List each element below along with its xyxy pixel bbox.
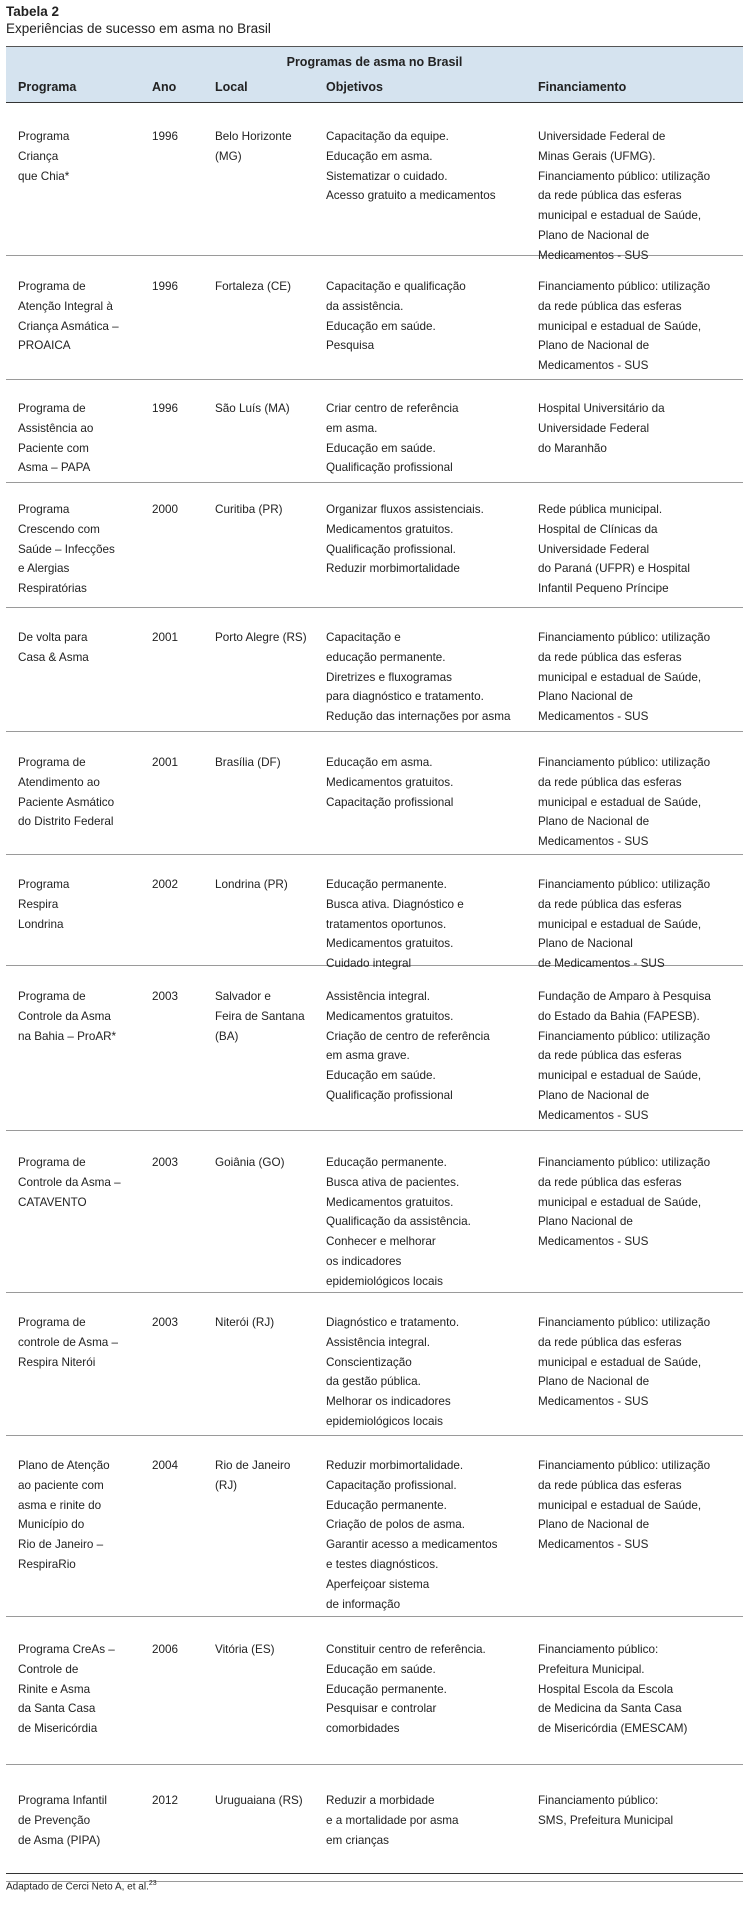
cell-line: (MG) bbox=[215, 149, 242, 163]
cell-line: Medicamentos gratuitos. bbox=[326, 775, 454, 789]
cell-line: Belo Horizonte bbox=[215, 130, 292, 143]
cell-line: Plano de Atenção bbox=[18, 1459, 110, 1472]
cell-financiamento bbox=[538, 500, 690, 599]
cell-line: que Chia* bbox=[18, 169, 70, 183]
cell-line: Programa de bbox=[18, 990, 86, 1003]
cell-line: Medicamentos - SUS bbox=[538, 710, 649, 724]
cell-objetivos bbox=[326, 500, 484, 579]
cell-line: do Maranhão bbox=[538, 441, 607, 455]
cell-line: Financiamento público: bbox=[538, 1643, 659, 1656]
cell-financiamento bbox=[538, 987, 711, 1126]
table-group-header: Programas de asma no Brasil bbox=[286, 55, 463, 69]
cell-line: 2001 bbox=[152, 631, 179, 644]
cell-ano bbox=[152, 987, 178, 1007]
cell-line: ao paciente com bbox=[18, 1478, 104, 1492]
cell-programa bbox=[18, 500, 115, 599]
cell-line: Atenção Integral à bbox=[18, 299, 113, 313]
cell-financiamento bbox=[538, 753, 710, 852]
cell-line: Financiamento público: utilização bbox=[538, 756, 711, 769]
cell-line: em crianças bbox=[326, 1833, 390, 1847]
cell-line: Plano Nacional de bbox=[538, 1215, 633, 1229]
cell-line: Reduzir a morbidade bbox=[326, 1794, 435, 1807]
cell-line: Respira Niterói bbox=[18, 1355, 96, 1369]
cell-line: municipal e estadual de Saúde, bbox=[538, 1498, 702, 1512]
cell-line: (BA) bbox=[215, 1029, 239, 1043]
cell-line: 2003 bbox=[152, 1316, 179, 1329]
cell-line: Conhecer e melhorar bbox=[326, 1235, 436, 1249]
table-row bbox=[6, 101, 743, 262]
cell-ano bbox=[152, 1153, 178, 1173]
cell-line: 2012 bbox=[152, 1794, 179, 1807]
cell-line: Financiamento público: utilização bbox=[538, 878, 711, 891]
table-row bbox=[6, 855, 743, 971]
cell-programa bbox=[18, 1640, 115, 1739]
table-row bbox=[6, 966, 743, 1131]
cell-line: da rede pública das esferas bbox=[538, 1049, 682, 1063]
cell-line: Casa & Asma bbox=[18, 650, 89, 664]
cell-local bbox=[215, 987, 305, 1046]
cell-line: da gestão pública. bbox=[326, 1375, 421, 1389]
cell-line: Respiratórias bbox=[18, 582, 87, 596]
cell-line: Financiamento público: utilização bbox=[538, 631, 711, 644]
cell-objetivos bbox=[326, 628, 511, 727]
cell-financiamento bbox=[538, 1640, 687, 1739]
cell-line: Financiamento público: utilização bbox=[538, 169, 711, 183]
cell-line: Capacitação profissional. bbox=[326, 1478, 457, 1492]
cell-line: Criança Asmática – bbox=[18, 319, 119, 333]
cell-line: Conscientização bbox=[326, 1355, 412, 1369]
cell-line: Respira bbox=[18, 897, 59, 911]
cell-line: Cuidado integral bbox=[326, 957, 412, 971]
cell-line: Brasília (DF) bbox=[215, 756, 281, 769]
cell-line: Criança bbox=[18, 149, 59, 163]
cell-line: Feira de Santana bbox=[215, 1009, 305, 1023]
cell-line: Educação em asma. bbox=[326, 149, 433, 163]
cell-line: 2001 bbox=[152, 756, 179, 769]
cell-line: São Luís (MA) bbox=[215, 402, 290, 415]
cell-line: Rinite e Asma bbox=[18, 1682, 91, 1696]
cell-programa bbox=[18, 399, 93, 478]
cell-line: Diagnóstico e tratamento. bbox=[326, 1316, 460, 1329]
cell-line: Financiamento público: bbox=[538, 1794, 659, 1807]
cell-line: Hospital Universitário da bbox=[538, 402, 665, 415]
cell-local bbox=[215, 628, 307, 648]
column-header-financiamento: Financiamento bbox=[538, 80, 627, 94]
cell-line: (RJ) bbox=[215, 1478, 238, 1492]
cell-line: Assistência integral. bbox=[326, 1335, 430, 1349]
cell-line: Diretrizes e fluxogramas bbox=[326, 670, 453, 684]
cell-line: Educação permanente. bbox=[326, 1682, 447, 1696]
cell-line: 2000 bbox=[152, 503, 179, 516]
column-header-objetivos: Objetivos bbox=[326, 80, 383, 94]
cell-line: Paciente Asmático bbox=[18, 795, 115, 809]
cell-programa bbox=[18, 1791, 107, 1850]
cell-local bbox=[215, 875, 288, 895]
cell-line: Vitória (ES) bbox=[215, 1643, 275, 1656]
cell-line: municipal e estadual de Saúde, bbox=[538, 209, 702, 223]
cell-line: epidemiológicos locais bbox=[326, 1274, 443, 1288]
source-reference: 23 bbox=[148, 1880, 157, 1887]
cell-line: em asma. bbox=[326, 421, 378, 435]
cell-line: Financiamento público: utilização bbox=[538, 1459, 711, 1472]
cell-line: 2003 bbox=[152, 1156, 179, 1169]
cell-line: Programa de bbox=[18, 280, 86, 293]
cell-line: da rede pública das esferas bbox=[538, 299, 682, 313]
cell-line: Educação em saúde. bbox=[326, 1662, 436, 1676]
cell-line: Reduzir morbimortalidade bbox=[326, 562, 460, 576]
table-row bbox=[6, 1131, 743, 1293]
cell-line: Educação em saúde. bbox=[326, 441, 436, 455]
cell-line: SMS, Prefeitura Municipal bbox=[538, 1813, 674, 1827]
cell-line: Medicamentos - SUS bbox=[538, 359, 649, 373]
cell-line: Controle da Asma – bbox=[18, 1175, 121, 1189]
cell-line: Saúde – Infecções bbox=[18, 542, 115, 556]
cell-local bbox=[215, 1791, 303, 1811]
cell-line: Assistência integral. bbox=[326, 990, 430, 1003]
cell-line: Educação permanente. bbox=[326, 1156, 447, 1169]
cell-line: Programa de bbox=[18, 756, 86, 769]
cell-line: Educação em asma. bbox=[326, 756, 433, 769]
cell-line: Medicamentos - SUS bbox=[538, 248, 649, 262]
cell-line: Educação permanente. bbox=[326, 878, 447, 891]
cell-line: Constituir centro de referência. bbox=[326, 1643, 486, 1656]
cell-objetivos bbox=[326, 127, 496, 206]
cell-line: 2006 bbox=[152, 1643, 179, 1656]
cell-financiamento bbox=[538, 1456, 710, 1555]
cell-line: Medicamentos - SUS bbox=[538, 1538, 649, 1552]
cell-line: Financiamento público: utilização bbox=[538, 1029, 711, 1043]
cell-line: Capacitação e bbox=[326, 631, 401, 644]
cell-line: Educação em saúde. bbox=[326, 1069, 436, 1083]
cell-programa bbox=[18, 875, 69, 934]
cell-line: Paciente com bbox=[18, 441, 89, 455]
cell-line: Universidade Federal de bbox=[538, 130, 666, 143]
cell-line: Asma – PAPA bbox=[18, 461, 91, 475]
cell-objetivos bbox=[326, 753, 453, 812]
table-header bbox=[6, 46, 743, 103]
cell-line: CATAVENTO bbox=[18, 1195, 87, 1209]
cell-line: Programa Infantil bbox=[18, 1794, 107, 1807]
table-body bbox=[6, 101, 743, 1882]
table-row bbox=[6, 256, 743, 380]
cell-financiamento bbox=[538, 127, 710, 266]
column-header-ano: Ano bbox=[152, 80, 177, 94]
cell-line: municipal e estadual de Saúde, bbox=[538, 319, 702, 333]
cell-local bbox=[215, 127, 292, 167]
cell-line: e Alergias bbox=[18, 562, 70, 576]
cell-line: 1996 bbox=[152, 402, 179, 415]
cell-line: Criação de centro de referência bbox=[326, 1029, 490, 1043]
cell-line: do Paraná (UFPR) e Hospital bbox=[538, 562, 691, 576]
cell-line: Crescendo com bbox=[18, 522, 100, 536]
cell-line: Financiamento público: utilização bbox=[538, 1316, 711, 1329]
cell-line: Goiânia (GO) bbox=[215, 1156, 285, 1169]
cell-line: Plano de Nacional de bbox=[538, 1088, 650, 1102]
cell-line: 1996 bbox=[152, 280, 179, 293]
cell-ano bbox=[152, 875, 178, 895]
cell-line: e a mortalidade por asma bbox=[326, 1813, 459, 1827]
cell-line: Município do bbox=[18, 1518, 85, 1532]
cell-local bbox=[215, 1640, 275, 1660]
cell-line: Londrina bbox=[18, 917, 64, 931]
cell-line: tratamentos oportunos. bbox=[326, 917, 447, 931]
cell-line: Criação de polos de asma. bbox=[326, 1518, 466, 1532]
cell-line: Medicamentos - SUS bbox=[538, 835, 649, 849]
cell-line: Niterói (RJ) bbox=[215, 1316, 275, 1329]
cell-line: de Misericórdia bbox=[18, 1722, 98, 1736]
cell-line: municipal e estadual de Saúde, bbox=[538, 1355, 702, 1369]
cell-line: Sistematizar o cuidado. bbox=[326, 169, 448, 183]
cell-line: Acesso gratuito a medicamentos bbox=[326, 189, 496, 203]
cell-line: Capacitação da equipe. bbox=[326, 130, 449, 143]
cell-line: da rede pública das esferas bbox=[538, 775, 682, 789]
cell-line: de Misericórdia (EMESCAM) bbox=[538, 1722, 688, 1736]
cell-line: Fundação de Amparo à Pesquisa bbox=[538, 990, 711, 1003]
cell-line: Plano de Nacional bbox=[538, 937, 633, 951]
cell-line: Controle da Asma bbox=[18, 1009, 111, 1023]
cell-line: Criar centro de referência bbox=[326, 402, 459, 415]
cell-line: do Estado da Bahia (FAPESB). bbox=[538, 1009, 700, 1023]
cell-financiamento bbox=[538, 399, 665, 458]
cell-programa bbox=[18, 277, 119, 356]
cell-line: Medicamentos gratuitos. bbox=[326, 937, 454, 951]
cell-line: de informação bbox=[326, 1597, 401, 1611]
cell-line: Salvador e bbox=[215, 990, 271, 1003]
cell-line: Rio de Janeiro – bbox=[18, 1538, 104, 1552]
cell-line: Prefeitura Municipal. bbox=[538, 1662, 645, 1676]
cell-line: 2004 bbox=[152, 1459, 179, 1472]
cell-line: Financiamento público: utilização bbox=[538, 1156, 711, 1169]
table-row bbox=[6, 1436, 743, 1617]
cell-line: 1996 bbox=[152, 130, 179, 143]
cell-line: Programa bbox=[18, 878, 70, 891]
cell-line: Programa bbox=[18, 130, 70, 143]
cell-line: Reduzir morbimortalidade. bbox=[326, 1459, 464, 1472]
cell-line: Medicamentos - SUS bbox=[538, 1108, 649, 1122]
cell-financiamento bbox=[538, 875, 710, 974]
cell-ano bbox=[152, 1313, 178, 1333]
cell-line: Minas Gerais (UFMG). bbox=[538, 149, 656, 163]
cell-line: da rede pública das esferas bbox=[538, 1335, 682, 1349]
cell-local bbox=[215, 753, 281, 773]
cell-line: municipal e estadual de Saúde, bbox=[538, 917, 702, 931]
cell-line: de Prevenção bbox=[18, 1813, 91, 1827]
table-row bbox=[6, 380, 743, 483]
cell-line: epidemiológicos locais bbox=[326, 1414, 443, 1428]
cell-line: 2003 bbox=[152, 990, 179, 1003]
cell-line: municipal e estadual de Saúde, bbox=[538, 1195, 702, 1209]
cell-ano bbox=[152, 277, 178, 297]
table-caption-title: Tabela 2 bbox=[6, 4, 60, 19]
cell-financiamento bbox=[538, 1153, 710, 1252]
cell-line: Curitiba (PR) bbox=[215, 503, 283, 516]
cell-line: Educação permanente. bbox=[326, 1498, 447, 1512]
cell-line: Plano de Nacional de bbox=[538, 228, 650, 242]
cell-objetivos bbox=[326, 277, 466, 356]
cell-line: Rio de Janeiro bbox=[215, 1459, 291, 1472]
cell-line: municipal e estadual de Saúde, bbox=[538, 670, 702, 684]
cell-line: Plano de Nacional de bbox=[538, 815, 650, 829]
cell-line: Hospital de Clínicas da bbox=[538, 522, 658, 536]
cell-line: Medicamentos - SUS bbox=[538, 1395, 649, 1409]
cell-objetivos bbox=[326, 1640, 486, 1739]
cell-line: Melhorar os indicadores bbox=[326, 1395, 451, 1409]
cell-objetivos bbox=[326, 1456, 498, 1614]
cell-ano bbox=[152, 628, 178, 648]
cell-line: Atendimento ao bbox=[18, 775, 100, 789]
cell-programa bbox=[18, 753, 114, 832]
cell-line: municipal e estadual de Saúde, bbox=[538, 1069, 702, 1083]
cell-line: Assistência ao bbox=[18, 421, 94, 435]
cell-line: Plano de Nacional de bbox=[538, 1518, 650, 1532]
table-row bbox=[6, 1765, 743, 1882]
cell-line: Programa de bbox=[18, 1316, 86, 1329]
cell-local bbox=[215, 1456, 290, 1496]
cell-line: da rede pública das esferas bbox=[538, 897, 682, 911]
cell-ano bbox=[152, 753, 178, 773]
cell-line: Plano de Nacional de bbox=[538, 1375, 650, 1389]
cell-line: de Asma (PIPA) bbox=[18, 1833, 101, 1847]
cell-objetivos bbox=[326, 875, 464, 974]
cell-line: Londrina (PR) bbox=[215, 878, 288, 891]
cell-line: os indicadores bbox=[326, 1254, 402, 1268]
cell-local bbox=[215, 1153, 285, 1173]
cell-local bbox=[215, 277, 291, 297]
cell-programa bbox=[18, 1456, 110, 1575]
cell-line: Capacitação profissional bbox=[326, 795, 454, 809]
table-row bbox=[6, 1617, 743, 1765]
cell-line: Organizar fluxos assistenciais. bbox=[326, 503, 484, 516]
cell-line: Fortaleza (CE) bbox=[215, 280, 291, 293]
cell-objetivos bbox=[326, 987, 490, 1106]
cell-ano bbox=[152, 1456, 178, 1476]
cell-line: Qualificação profissional. bbox=[326, 542, 456, 556]
cell-line: PROAICA bbox=[18, 339, 71, 353]
cell-line: 2002 bbox=[152, 878, 179, 891]
cell-local bbox=[215, 500, 283, 520]
cell-line: Universidade Federal bbox=[538, 421, 650, 435]
cell-line: comorbidades bbox=[326, 1722, 400, 1736]
cell-financiamento bbox=[538, 628, 710, 727]
cell-objetivos bbox=[326, 1791, 459, 1850]
cell-line: Programa bbox=[18, 503, 70, 516]
cell-line: Busca ativa de pacientes. bbox=[326, 1175, 460, 1189]
cell-objetivos bbox=[326, 399, 459, 478]
cell-line: municipal e estadual de Saúde, bbox=[538, 795, 702, 809]
table-row bbox=[6, 608, 743, 732]
cell-local bbox=[215, 1313, 274, 1333]
table-source-note bbox=[6, 1880, 157, 1892]
cell-line: Plano de Nacional de bbox=[538, 339, 650, 353]
cell-ano bbox=[152, 1640, 178, 1660]
cell-line: Qualificação profissional bbox=[326, 1088, 453, 1102]
cell-line: Garantir acesso a medicamentos bbox=[326, 1538, 498, 1552]
cell-line: Medicamentos gratuitos. bbox=[326, 522, 454, 536]
cell-line: educação permanente. bbox=[326, 650, 446, 664]
cell-line: Universidade Federal bbox=[538, 542, 650, 556]
table-row bbox=[6, 732, 743, 855]
cell-line: Hospital Escola da Escola bbox=[538, 1682, 674, 1696]
cell-financiamento bbox=[538, 1313, 710, 1412]
cell-line: Educação em saúde. bbox=[326, 319, 436, 333]
cell-line: Plano Nacional de bbox=[538, 690, 633, 704]
cell-line: da rede pública das esferas bbox=[538, 1175, 682, 1189]
cell-programa bbox=[18, 628, 89, 668]
cell-programa bbox=[18, 1153, 121, 1212]
cell-line: da assistência. bbox=[326, 299, 404, 313]
cell-local bbox=[215, 399, 290, 419]
cell-programa bbox=[18, 127, 69, 186]
cell-line: da rede pública das esferas bbox=[538, 189, 682, 203]
cell-line: em asma grave. bbox=[326, 1049, 410, 1063]
cell-objetivos bbox=[326, 1313, 459, 1432]
cell-financiamento bbox=[538, 1791, 673, 1831]
source-text: Adaptado de Cerci Neto A, et al. bbox=[6, 1881, 149, 1893]
cell-line: Medicamentos gratuitos. bbox=[326, 1195, 454, 1209]
cell-line: do Distrito Federal bbox=[18, 815, 114, 829]
cell-line: Aperfeiçoar sistema bbox=[326, 1577, 430, 1591]
cell-line: da rede pública das esferas bbox=[538, 650, 682, 664]
cell-line: Busca ativa. Diagnóstico e bbox=[326, 897, 464, 911]
cell-line: Controle de bbox=[18, 1662, 79, 1676]
cell-line: de Medicina da Santa Casa bbox=[538, 1702, 682, 1716]
cell-line: Infantil Pequeno Príncipe bbox=[538, 582, 669, 596]
cell-line: De volta para bbox=[18, 631, 88, 644]
cell-programa bbox=[18, 1313, 118, 1372]
cell-line: para diagnóstico e tratamento. bbox=[326, 690, 484, 704]
cell-line: Programa de bbox=[18, 1156, 86, 1169]
cell-financiamento bbox=[538, 277, 710, 376]
cell-line: RespiraRio bbox=[18, 1557, 76, 1571]
cell-programa bbox=[18, 987, 116, 1046]
cell-line: Programa de bbox=[18, 402, 86, 415]
cell-line: e testes diagnósticos. bbox=[326, 1557, 439, 1571]
cell-objetivos bbox=[326, 1153, 471, 1292]
table-row bbox=[6, 483, 743, 608]
cell-line: Pesquisar e controlar bbox=[326, 1702, 437, 1716]
cell-line: Financiamento público: utilização bbox=[538, 280, 711, 293]
cell-line: asma e rinite do bbox=[18, 1498, 102, 1512]
cell-ano bbox=[152, 500, 178, 520]
cell-line: na Bahia – ProAR* bbox=[18, 1029, 117, 1043]
column-header-programa: Programa bbox=[18, 80, 77, 94]
cell-line: Rede pública municipal. bbox=[538, 503, 663, 516]
cell-line: Redução das internações por asma bbox=[326, 710, 511, 724]
cell-line: Pesquisa bbox=[326, 339, 375, 353]
cell-line: Programa CreAs – bbox=[18, 1643, 115, 1656]
cell-line: Qualificação profissional bbox=[326, 461, 453, 475]
cell-line: da Santa Casa bbox=[18, 1702, 96, 1716]
cell-line: Medicamentos gratuitos. bbox=[326, 1009, 454, 1023]
cell-ano bbox=[152, 399, 178, 419]
table-caption-subtitle: Experiências de sucesso em asma no Brasil bbox=[6, 21, 271, 36]
cell-line: Porto Alegre (RS) bbox=[215, 631, 307, 644]
table-bottom-rule bbox=[6, 1873, 743, 1874]
cell-line: de Medicamentos - SUS bbox=[538, 957, 665, 971]
cell-ano bbox=[152, 1791, 178, 1811]
cell-line: Qualificação da assistência. bbox=[326, 1215, 471, 1229]
cell-line: Uruguaiana (RS) bbox=[215, 1794, 303, 1807]
table-row bbox=[6, 1293, 743, 1436]
column-header-local: Local bbox=[215, 80, 248, 94]
cell-ano bbox=[152, 127, 178, 147]
cell-line: controle de Asma – bbox=[18, 1335, 119, 1349]
cell-line: Medicamentos - SUS bbox=[538, 1235, 649, 1249]
cell-line: da rede pública das esferas bbox=[538, 1478, 682, 1492]
cell-line: Capacitação e qualificação bbox=[326, 280, 466, 293]
